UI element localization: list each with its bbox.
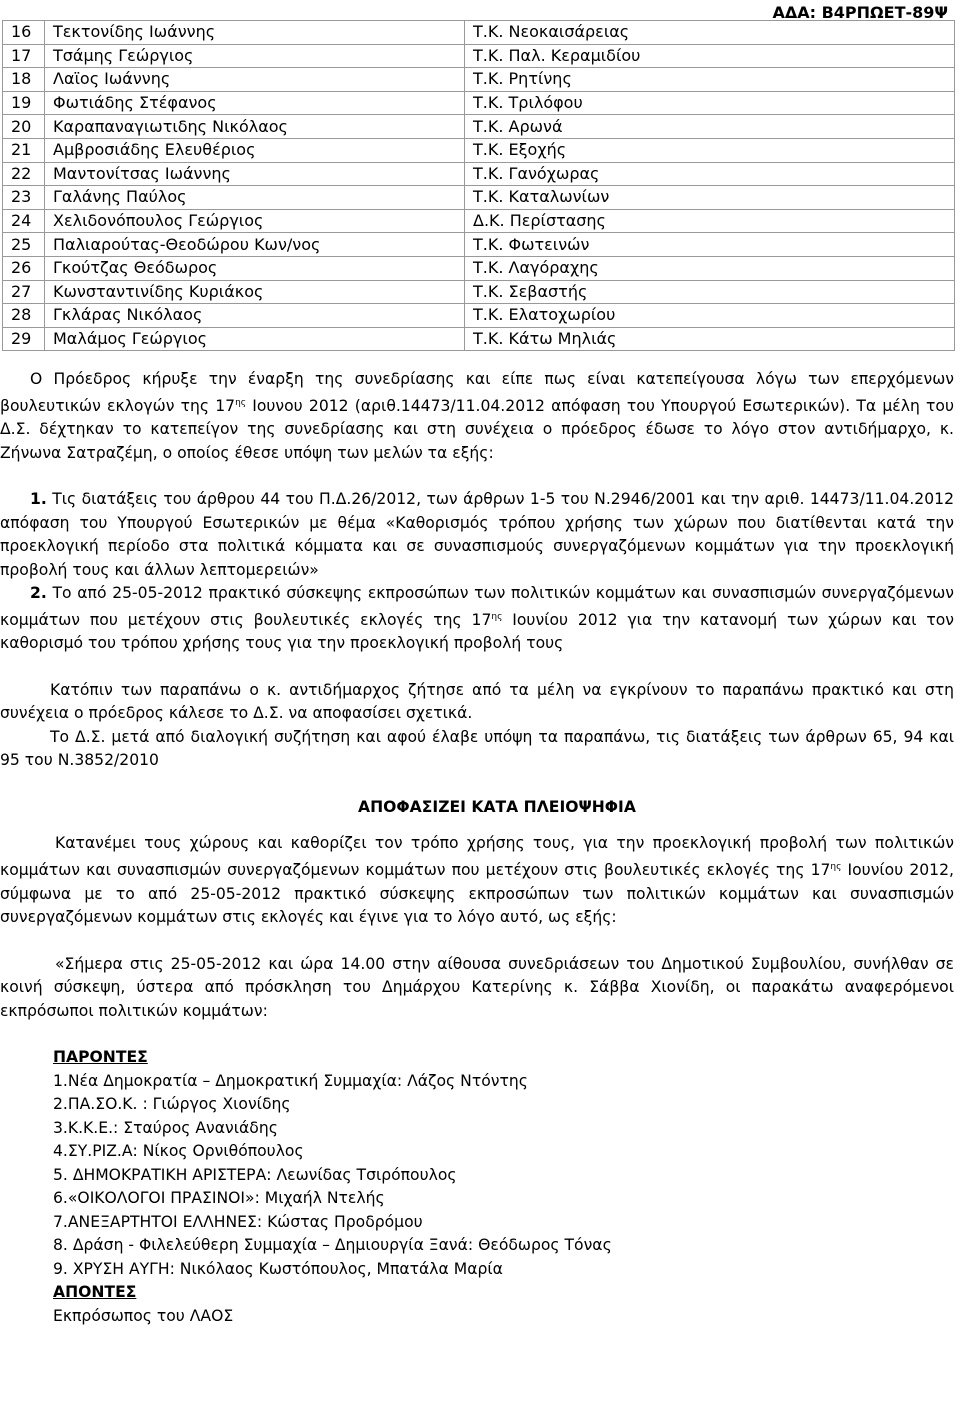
member-name: Γκούτζας Θεόδωρος: [45, 256, 465, 280]
item-1: 1. Τις διατάξεις του άρθρου 44 του Π.Δ.26/2012, των άρθρων 1-5 του Ν.2946/2001 και την αριθ. 14473/11.04.2012 απόφαση του Υπουργού Εσωτερικών με θέμα «Καθορισμός τρόπου χρήσης των χώρων που διατίθενται κατά την προεκλογική περίοδο στα πολιτικά κόμματα και σε συνασπισμούς συνεργαζόμενων κομμάτων για την προεκλογική προβολή τους και άλλων λεπτομερειών»: [0, 490, 954, 579]
decision-title: ΑΠΟΦΑΣΙΖΕΙ ΚΑΤΑ ΠΛΕΙΟΨΗΦΙΑ: [358, 797, 636, 816]
member-num: 27: [3, 280, 45, 304]
allocation-paragraph: Κατανέμει τους χώρους και καθορίζει τον τρόπο χρήσης τους, για την προεκλογική προβολή των πολιτικών κομμάτων και συνασπισμών συνεργαζόμενων κομμάτων που μετέχουν στις βουλευτικές εκλογές της $17^{\eta\varsigma}$ Ιουνίου 2012, σύμφωνα με το από 25-05-2012 πρακτικό σύσκεψης εκπροσώπων των πολιτικών κομμάτων και συνασπισμών συνεργαζόμενων κομμάτων στις εκλογές και έγινε για το λόγο αυτό, ως εξής:: [0, 834, 954, 927]
member-area: Τ.Κ. Ελατοχωρίου: [465, 304, 955, 328]
list-item: 7.ΑΝΕΞΑΡΤΗΤΟΙ ΕΛΛΗΝΕΣ: Κώστας Προδρόμου: [53, 1212, 423, 1231]
member-area: Τ.Κ. Ρητίνης: [465, 68, 955, 92]
member-num: 21: [3, 138, 45, 162]
list-item: 9. ΧΡΥΣΗ ΑΥΓΗ: Νικόλαος Κωστόπουλος, Μπατάλα Μαρία: [53, 1259, 503, 1278]
member-name: Μαλάμος Γεώργιος: [45, 327, 465, 351]
member-num: 22: [3, 162, 45, 186]
member-area: Τ.Κ. Παλ. Κεραμιδίου: [465, 44, 955, 68]
member-name: Λαϊος Ιωάννης: [45, 68, 465, 92]
table-row: [3, 138, 955, 162]
list-item: 4.ΣΥ.ΡΙΖ.Α: Νίκος Ορνιθόπουλος: [53, 1142, 304, 1161]
member-name: Τσάμης Γεώργιος: [45, 44, 465, 68]
member-name: Κωνσταντινίδης Κυριάκος: [45, 280, 465, 304]
member-area: Τ.Κ. Φωτεινών: [465, 233, 955, 257]
member-name: Αμβροσιάδης Ελευθέριος: [45, 138, 465, 162]
member-num: 25: [3, 233, 45, 257]
absent-heading: ΑΠΟΝΤΕΣ: [53, 1283, 137, 1302]
member-num: 20: [3, 115, 45, 139]
member-area: Τ.Κ. Γανόχωρας: [465, 162, 955, 186]
table-row: [3, 21, 955, 45]
member-num: 24: [3, 209, 45, 233]
meeting-paragraph: «Σήμερα στις 25-05-2012 και ώρα 14.00 στην αίθουσα συνεδριάσεων του Δημοτικού Συμβουλίου, συνήλθαν σε κοινή σύσκεψη, ύστερα από πρόσκληση του Δημάρχου Κατερίνης κ. Σάββα Χιονίδη, οι παρακάτω αναφερόμενοι εκπρόσωποι πολιτικών κομμάτων:: [0, 954, 954, 1020]
table-row: [3, 44, 955, 68]
approval-request-paragraph: Κατόπιν των παραπάνω ο κ. αντιδήμαρχος ζήτησε από τα μέλη να εγκρίνουν το παραπάνω πρακτικό και στη συνέχεια ο πρόεδρος κάλεσε το Δ.Σ. να αποφασίσει σχετικά.: [0, 680, 954, 723]
member-num: 19: [3, 91, 45, 115]
table-row: [3, 162, 955, 186]
list-item: 3.Κ.Κ.Ε.: Σταύρος Ανανιάδης: [53, 1118, 278, 1137]
member-name: Τεκτονίδης Ιωάννης: [45, 21, 465, 45]
member-num: 17: [3, 44, 45, 68]
ada-code: ΑΔΑ: Β4ΡΠΩΕΤ-89Ψ: [772, 3, 948, 22]
list-item: 8. Δράση - Φιλελεύθερη Συμμαχία – Δημιουργία Ξανά: Θεόδωρος Τόνας: [53, 1236, 612, 1255]
table-row: [3, 280, 955, 304]
absent-list: [0, 1281, 954, 1305]
member-area: Τ.Κ. Λαγόραχης: [465, 256, 955, 280]
members-table: [2, 20, 955, 351]
member-name: Μαντονίτσας Ιωάννης: [45, 162, 465, 186]
list-item: 5. ΔΗΜΟΚΡΑΤΙΚΗ ΑΡΙΣΤΕΡΑ: Λεωνίδας Τσιρόπουλος: [53, 1165, 457, 1184]
member-name: Γαλάνης Παύλος: [45, 186, 465, 210]
member-name: Παλιαρούτας-Θεοδώρου Κων/νος: [45, 233, 465, 257]
member-num: 26: [3, 256, 45, 280]
list-item: 1.Νέα Δημοκρατία – Δημοκρατική Συμμαχία: Λάζος Ντόντης: [53, 1071, 528, 1090]
list-item: 6.«ΟΙΚΟΛΟΓΟΙ ΠΡΑΣΙΝΟΙ»: Μιχαήλ Ντελής: [53, 1189, 385, 1208]
list-item: 2.ΠΑ.ΣΟ.Κ. : Γιώργος Χιονίδης: [53, 1095, 291, 1114]
member-num: 28: [3, 304, 45, 328]
member-area: Τ.Κ. Νεοκαισάρειας: [465, 21, 955, 45]
table-row: [3, 91, 955, 115]
table-row: [3, 233, 955, 257]
member-area: Τ.Κ. Κάτω Μηλιάς: [465, 327, 955, 351]
member-name: Χελιδονόπουλος Γεώργιος: [45, 209, 465, 233]
member-area: Τ.Κ. Αρωνά: [465, 115, 955, 139]
member-area: Τ.Κ. Τριλόφου: [465, 91, 955, 115]
member-area: Τ.Κ. Καταλωνίων: [465, 186, 955, 210]
table-row: [3, 304, 955, 328]
member-num: 29: [3, 327, 45, 351]
table-row: [3, 115, 955, 139]
member-name: Γκλάρας Νικόλαος: [45, 304, 465, 328]
document-body: [0, 368, 954, 1328]
member-name: Φωτιάδης Στέφανος: [45, 91, 465, 115]
table-row: [3, 256, 955, 280]
member-num: 23: [3, 186, 45, 210]
member-area: Τ.Κ. Σεβαστής: [465, 280, 955, 304]
present-list: [0, 1046, 954, 1070]
item-2: 2. Το από 25-05-2012 πρακτικό σύσκεψης εκπροσώπων των πολιτικών κομμάτων και συνασπισμών συνεργαζόμενων κομμάτων που μετέχουν στις βουλευτικές εκλογές της $17^{\eta\varsigma}$ Ιουνίου 2012 για την κατανομή των χώρων και τον καθορισμό του τρόπου χρήσης τους για την προεκλογική προβολή τους: [0, 584, 954, 653]
table-row: [3, 209, 955, 233]
intro-paragraph: Ο Πρόεδρος κήρυξε την έναρξη της συνεδρίασης και είπε πως είναι κατεπείγουσα λόγω των επερχόμενων βουλευτικών εκλογών της $17^{\eta\varsigma}$ Ιουνου 2012 (αριθ.14473/11.04.2012 απόφαση του Υπουργού Εσωτερικών). Τα μέλη του Δ.Σ. δέχτηκαν το κατεπείγον της συνεδρίασης και στη συνέχεια ο πρόεδρος έδωσε το λόγο στον αντιδήμαρχο, κ. Ζήνωνα Σατραζέμη, ο οποίος έθεσε υπόψη των μελών τα εξής:: [0, 370, 954, 462]
member-area: Δ.Κ. Περίστασης: [465, 209, 955, 233]
member-num: 16: [3, 21, 45, 45]
absent-items: [0, 1305, 954, 1329]
present-heading: ΠΑΡΟΝΤΕΣ: [53, 1048, 148, 1067]
table-row: [3, 186, 955, 210]
table-row: [3, 68, 955, 92]
list-item: Εκπρόσωπος του ΛΑΟΣ: [53, 1306, 234, 1325]
member-area: Τ.Κ. Εξοχής: [465, 138, 955, 162]
member-num: 18: [3, 68, 45, 92]
present-items: [0, 1070, 954, 1282]
board-paragraph: Το Δ.Σ. μετά από διαλογική συζήτηση και αφού έλαβε υπόψη τα παραπάνω, τις διατάξεις των άρθρων 65, 94 και 95 του Ν.3852/2010: [0, 727, 954, 770]
table-row: [3, 327, 955, 351]
member-name: Καραπαναγιωτιδης Νικόλαος: [45, 115, 465, 139]
